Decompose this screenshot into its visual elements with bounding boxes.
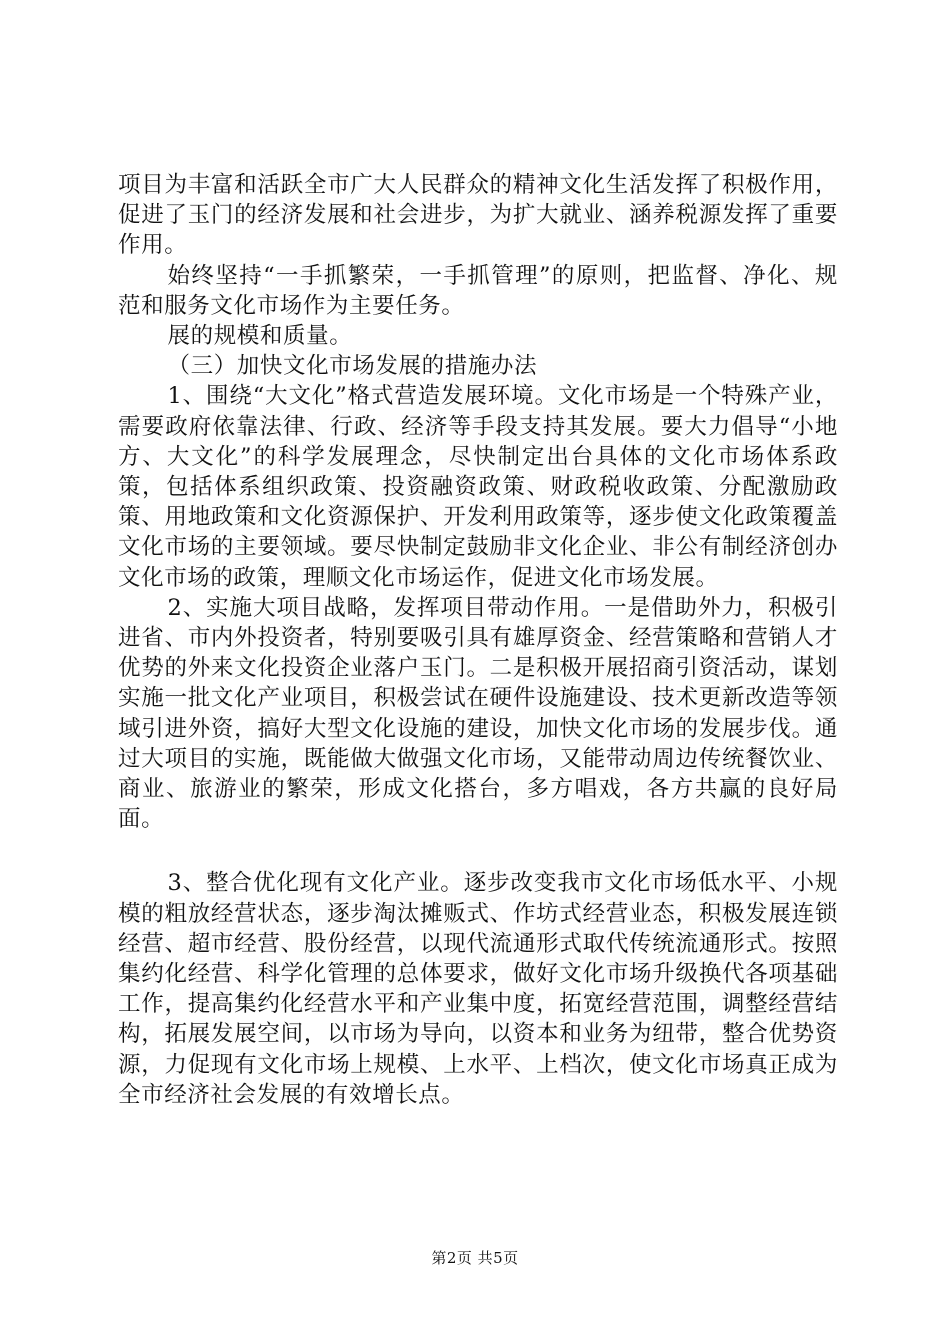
document-body: [118, 170, 838, 1110]
paragraph-item-1: 1、围绕“大文化”格式营造发展环境。文化市场是一个特殊产业，需要政府依靠法律、行政、经济等手段支持其发展。要大力倡导“小地方、大文化”的科学发展理念，尽快制定出台具体的文化市场体系政策，包括体系组织政策、投资融资政策、财政税收政策、分配激励政策、用地政策和文化资源保护、开发利用政策等，逐步使文化政策覆盖文化市场的主要领域。要尽快制定鼓励非文化企业、非公有制经济创办文化市场的政策，理顺文化市场运作，促进文化市场发展。: [118, 383, 838, 591]
paragraph-fragment: 展的规模和质量。: [167, 323, 353, 350]
paragraph-item-2: 2、实施大项目战略，发挥项目带动作用。一是借助外力，积极引进省、市内外投资者，特别要吸引具有雄厚资金、经营策略和营销人才优势的外来文化投资企业落户玉门。二是积极开展招商引资活动，谋划实施一批文化产业项目，积极尝试在硬件设施建设、技术更新改造等领域引进外资，搞好大型文化设施的建设，加快文化市场的发展步伐。通过大项目的实施，既能做大做强文化市场，又能带动周边传统餐饮业、商业、旅游业的繁荣，形成文化搭台，多方唱戏，各方共赢的良好局面。: [118, 594, 838, 833]
page-number-footer: 第2页 共5页: [431, 1249, 519, 1267]
section-heading: （三）加快文化市场发展的措施办法: [167, 353, 538, 380]
paragraph-continuation: 项目为丰富和活跃全市广大人民群众的精神文化生活发挥了积极作用，促进了玉门的经济发展和社会进步，为扩大就业、涵养税源发挥了重要作用。: [118, 172, 838, 259]
paragraph-item-3: 3、整合优化现有文化产业。逐步改变我市文化市场低水平、小规模的粗放经营状态，逐步淘汰摊贩式、作坊式经营业态，积极发展连锁经营、超市经营、股份经营，以现代流通形式取代传统流通形式。按照集约化经营、科学化管理的总体要求，做好文化市场升级换代各项基础工作，提高集约化经营水平和产业集中度，拓宽经营范围，调整经营结构，拓展发展空间，以市场为导向，以资本和业务为纽带，整合优势资源，力促现有文化市场上规模、上水平、上档次，使文化市场真正成为全市经济社会发展的有效增长点。: [118, 870, 838, 1108]
paragraph-gap: [118, 834, 838, 868]
paragraph-principle: 始终坚持“一手抓繁荣，一手抓管理”的原则，把监督、净化、规范和服务文化市场作为主要任务。: [118, 262, 838, 319]
